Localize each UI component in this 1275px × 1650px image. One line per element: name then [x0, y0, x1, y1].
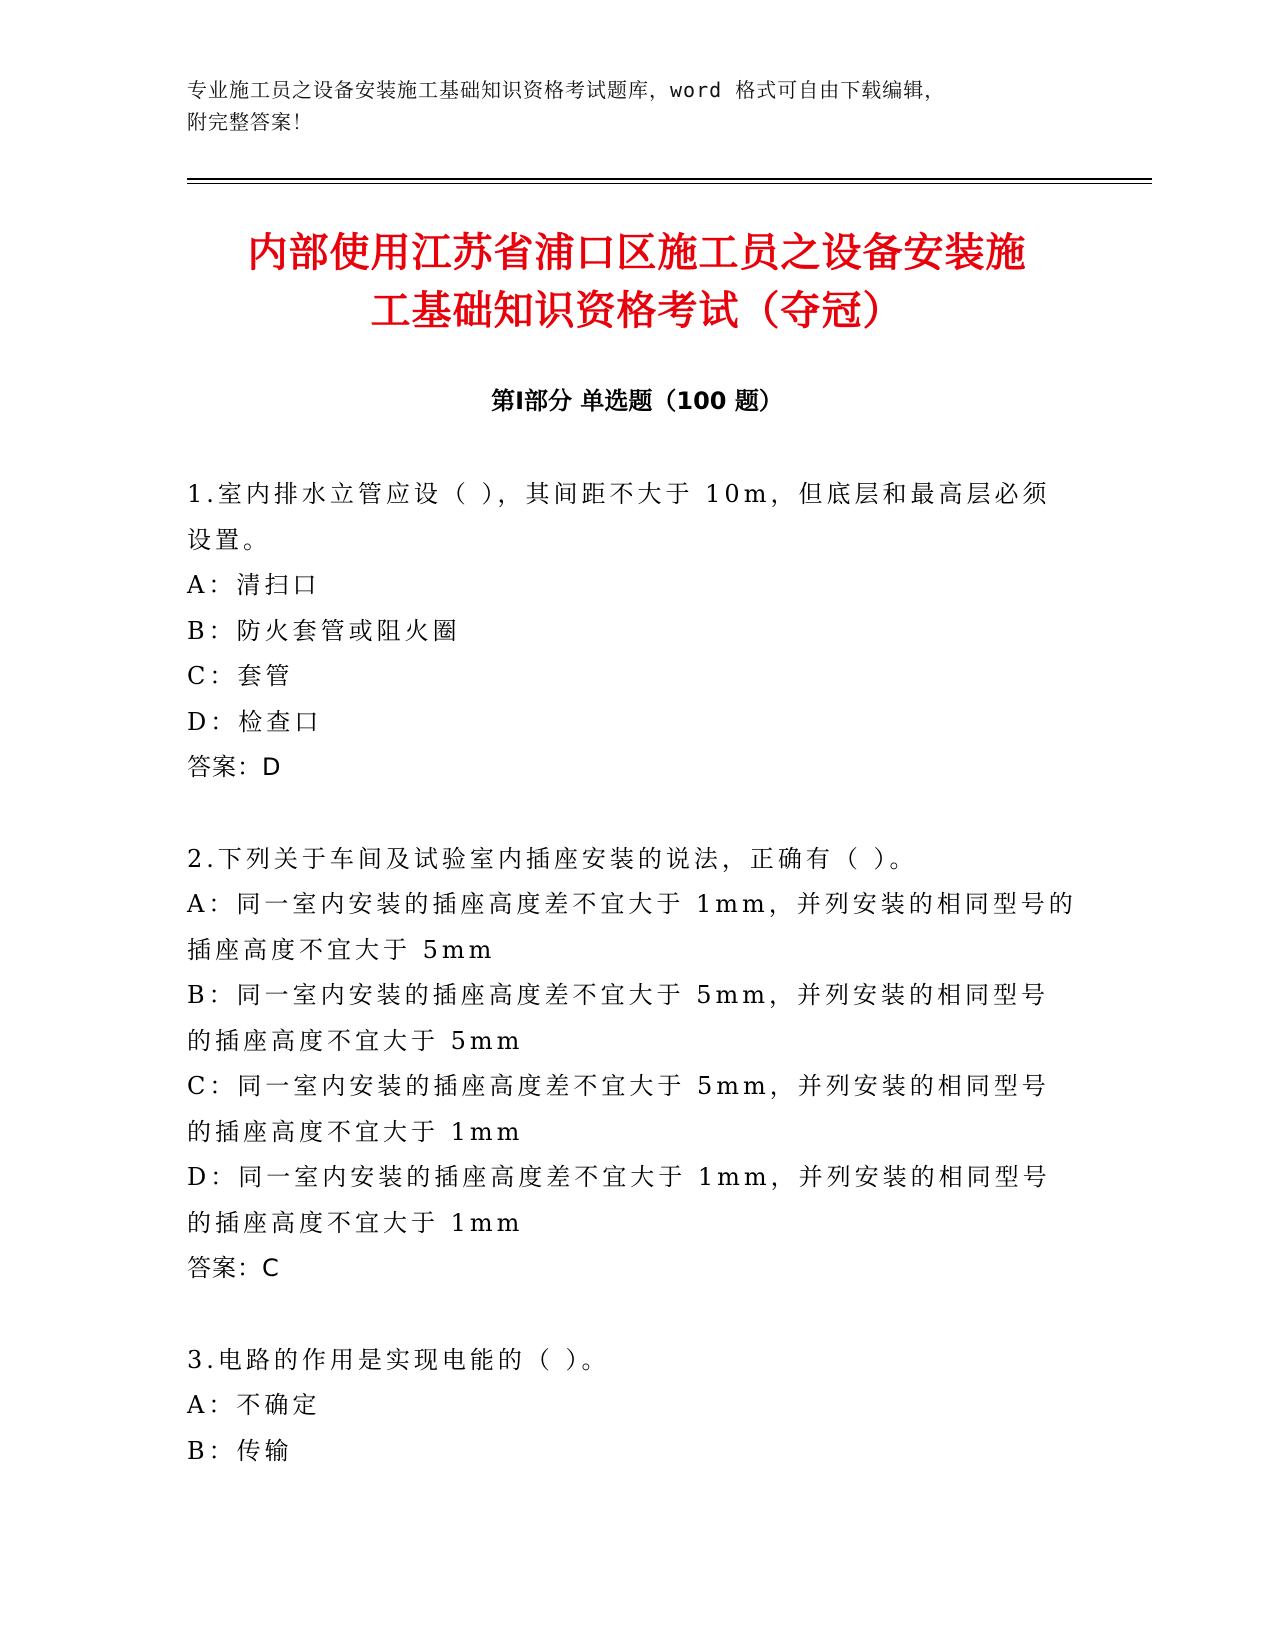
question-list — [187, 472, 1077, 1520]
option-c: C：套管 — [187, 662, 294, 690]
header-rule-thick — [187, 178, 1152, 180]
header-note-line: 附完整答案！ — [187, 110, 313, 134]
option-a: A：清扫口 — [187, 571, 321, 599]
option-d: D：检查口 — [187, 707, 323, 736]
question-stem: 2.下列关于车间及试验室内插座安装的说法，正确有（ ）。 — [187, 844, 918, 873]
page-title — [187, 224, 1087, 340]
section-heading: 第Ⅰ部分 单选题（100 题） — [491, 387, 783, 415]
option-c: C：同一室内安装的插座高度差不宜大于 5mm，并列安装的相同型号的插座高度不宜大于 1mm — [187, 1072, 1050, 1146]
question-1 — [187, 472, 1077, 791]
option-b: B：同一室内安装的插座高度差不宜大于 5mm，并列安装的相同型号的插座高度不宜大于 5mm — [187, 981, 1050, 1055]
header-note-line: 专业施工员之设备安装施工基础知识资格考试题库，word 格式可自由下载编辑， — [187, 78, 946, 102]
answer-label: 答案：C — [187, 1254, 280, 1282]
question-2 — [187, 837, 1077, 1292]
option-b: B：传输 — [187, 1436, 293, 1465]
header-note — [187, 74, 1087, 138]
question-stem: 3.电路的作用是实现电能的（ ）。 — [187, 1345, 610, 1374]
question-stem: 1.室内排水立管应设（ ），其间距不大于 10m，但底层和最高层必须设置。 — [187, 480, 1051, 554]
question-3 — [187, 1338, 1077, 1475]
answer-label: 答案：D — [187, 753, 282, 781]
option-a: A：同一室内安装的插座高度差不宜大于 1mm，并列安装的相同型号的插座高度不宜大于 5mm — [187, 890, 1077, 964]
option-d: D：同一室内安装的插座高度差不宜大于 1mm，并列安装的相同型号的插座高度不宜大于 1mm — [187, 1163, 1051, 1237]
page-title-line: 内部使用江苏省浦口区施工员之设备安装施 — [247, 230, 1027, 276]
option-b: B：防火套管或阻火圈 — [187, 616, 461, 645]
page-title-line: 工基础知识资格考试（夺冠） — [370, 288, 904, 334]
option-a: A：不确定 — [187, 1391, 321, 1419]
header-rule-thin — [187, 183, 1152, 184]
